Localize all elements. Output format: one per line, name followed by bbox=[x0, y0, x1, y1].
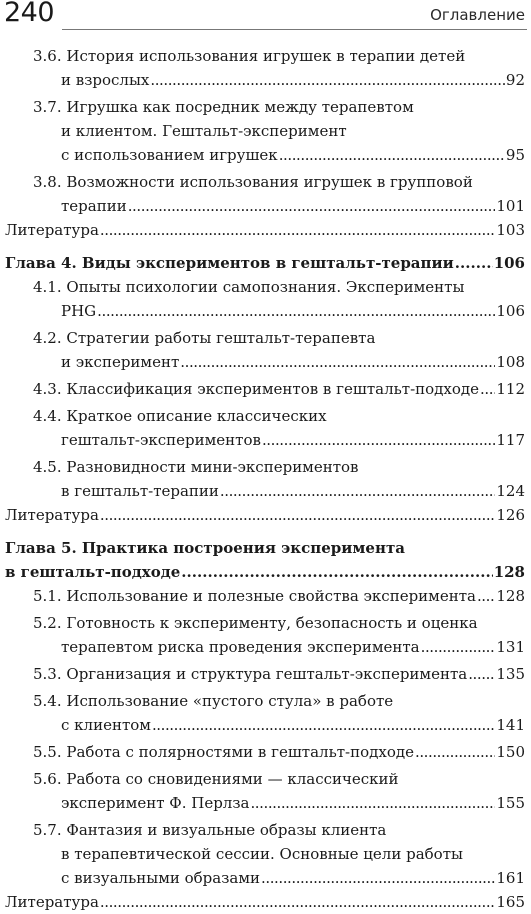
toc-page-number: 161 bbox=[496, 869, 525, 887]
toc-entry-title-cont: с визуальными образами bbox=[61, 869, 261, 887]
toc-entry-5-2 bbox=[0, 611, 531, 659]
toc-entry-title: 4.4. Краткое описание классических bbox=[33, 407, 327, 425]
toc-page-number: 126 bbox=[496, 506, 525, 524]
toc-chapter-5 bbox=[0, 536, 531, 584]
toc-entry-3-6 bbox=[0, 44, 531, 92]
toc-chapter-4 bbox=[0, 251, 531, 275]
running-head: Оглавление bbox=[430, 6, 525, 24]
toc-entry-3-7 bbox=[0, 95, 531, 167]
leader-dots bbox=[455, 251, 493, 275]
leader-dots bbox=[262, 428, 495, 452]
leader-dots bbox=[128, 194, 496, 218]
toc-entry-4-5 bbox=[0, 455, 531, 503]
toc-entry-title-cont: гештальт-экспериментов bbox=[61, 431, 261, 449]
toc-entry-title-cont: эксперимент Ф. Перлза bbox=[61, 794, 250, 812]
toc-page-number: 141 bbox=[496, 716, 525, 734]
toc-entry-3-8 bbox=[0, 170, 531, 218]
leader-dots bbox=[421, 635, 496, 659]
toc-page-number: 103 bbox=[496, 221, 525, 239]
leader-dots bbox=[279, 143, 505, 167]
toc-entry-title-cont: терапии bbox=[61, 197, 127, 215]
toc-page-number: 128 bbox=[493, 563, 525, 581]
page-header bbox=[0, 0, 531, 30]
toc-entry-title: 4.5. Разновидности мини-экспериментов bbox=[33, 458, 359, 476]
toc-entry-title: 5.4. Использование «пустого стула» в работе bbox=[33, 692, 394, 710]
toc-entry-title: 3.7. Игрушка как посредник между терапевтом bbox=[33, 98, 414, 116]
leader-dots bbox=[250, 791, 495, 815]
toc-page-number: 117 bbox=[496, 431, 525, 449]
toc-entry-title: 4.2. Стратегии работы гештальт-терапевта bbox=[33, 329, 376, 347]
leader-dots bbox=[415, 740, 495, 764]
leader-dots bbox=[261, 866, 495, 890]
leader-dots bbox=[477, 584, 495, 608]
leader-dots bbox=[97, 299, 495, 323]
toc-entry-title: 5.1. Использование и полезные свойства эксперимента bbox=[33, 587, 476, 605]
toc-page-number: 95 bbox=[505, 146, 525, 164]
leader-dots bbox=[180, 350, 495, 374]
toc-page-number: 101 bbox=[496, 197, 525, 215]
toc-page-number: 165 bbox=[496, 893, 525, 911]
table-of-contents bbox=[0, 44, 531, 914]
toc-entry-title: 4.1. Опыты психологии самопознания. Эксперименты bbox=[33, 278, 465, 296]
toc-entry-4-1 bbox=[0, 275, 531, 323]
toc-chapter-title: Глава 5. Практика построения эксперимента bbox=[5, 539, 405, 557]
toc-entry-title: 4.3. Классификация экспериментов в гештальт-подходе bbox=[33, 380, 480, 398]
toc-entry-literature bbox=[0, 503, 531, 527]
leader-dots bbox=[468, 662, 495, 686]
toc-page-number: 135 bbox=[496, 665, 525, 683]
toc-entry-5-5 bbox=[0, 740, 531, 764]
toc-entry-4-3 bbox=[0, 377, 531, 401]
toc-page-number: 108 bbox=[496, 353, 525, 371]
toc-entry-literature bbox=[0, 218, 531, 242]
toc-entry-title: 5.6. Работа со сновидениями — классический bbox=[33, 770, 399, 788]
toc-page-number: 106 bbox=[496, 302, 525, 320]
toc-entry-5-6 bbox=[0, 767, 531, 815]
toc-entry-title-cont: и эксперимент bbox=[61, 353, 180, 371]
toc-entry-title: Литература bbox=[5, 221, 99, 239]
toc-entry-literature bbox=[0, 890, 531, 914]
toc-page-number: 92 bbox=[505, 71, 525, 89]
toc-entry-title-cont: и взрослых bbox=[61, 71, 150, 89]
toc-entry-5-4 bbox=[0, 689, 531, 737]
leader-dots bbox=[150, 68, 505, 92]
toc-entry-title-cont: PHG bbox=[61, 302, 97, 320]
header-rule bbox=[62, 29, 527, 30]
toc-entry-5-7 bbox=[0, 818, 531, 890]
toc-chapter-title: Глава 4. Виды экспериментов в гештальт-терапии bbox=[5, 254, 454, 272]
toc-entry-title-cont: с использованием игрушек bbox=[61, 146, 278, 164]
toc-entry-title: Литература bbox=[5, 506, 99, 524]
toc-page-number: 112 bbox=[496, 380, 525, 398]
leader-dots bbox=[100, 890, 495, 914]
toc-entry-title-cont: и клиентом. Гештальт-эксперимент bbox=[61, 122, 347, 140]
toc-entry-title: 5.5. Работа с полярностями в гештальт-подходе bbox=[33, 743, 414, 761]
toc-entry-title: 3.8. Возможности использования игрушек в групповой bbox=[33, 173, 473, 191]
leader-dots bbox=[100, 218, 495, 242]
toc-entry-4-4 bbox=[0, 404, 531, 452]
toc-entry-title-cont: в гештальт-терапии bbox=[61, 482, 219, 500]
toc-entry-title-cont: с клиентом bbox=[61, 716, 151, 734]
leader-dots bbox=[220, 479, 495, 503]
toc-entry-5-3 bbox=[0, 662, 531, 686]
toc-entry-title-cont: терапевтом риска проведения эксперимента bbox=[61, 638, 420, 656]
toc-entry-title: Литература bbox=[5, 893, 99, 911]
toc-entry-title: 5.7. Фантазия и визуальные образы клиента bbox=[33, 821, 387, 839]
leader-dots bbox=[480, 377, 495, 401]
toc-page-number: 106 bbox=[493, 254, 525, 272]
toc-page-number: 155 bbox=[496, 794, 525, 812]
page-number: 240 bbox=[4, 0, 55, 28]
toc-page-number: 150 bbox=[496, 743, 525, 761]
toc-entry-title: 5.2. Готовность к эксперименту, безопасность и оценка bbox=[33, 614, 478, 632]
leader-dots bbox=[152, 713, 495, 737]
toc-entry-title: 3.6. История использования игрушек в терапии детей bbox=[33, 47, 466, 65]
toc-page-number: 128 bbox=[496, 587, 525, 605]
toc-chapter-title-cont: в гештальт-подходе bbox=[5, 563, 181, 581]
toc-page-number: 131 bbox=[496, 638, 525, 656]
toc-entry-4-2 bbox=[0, 326, 531, 374]
toc-page-number: 124 bbox=[496, 482, 525, 500]
leader-dots bbox=[181, 560, 492, 584]
toc-entry-title-cont: в терапевтической сессии. Основные цели работы bbox=[61, 845, 463, 863]
leader-dots bbox=[100, 503, 495, 527]
toc-entry-title: 5.3. Организация и структура гештальт-эксперимента bbox=[33, 665, 468, 683]
toc-entry-5-1 bbox=[0, 584, 531, 608]
